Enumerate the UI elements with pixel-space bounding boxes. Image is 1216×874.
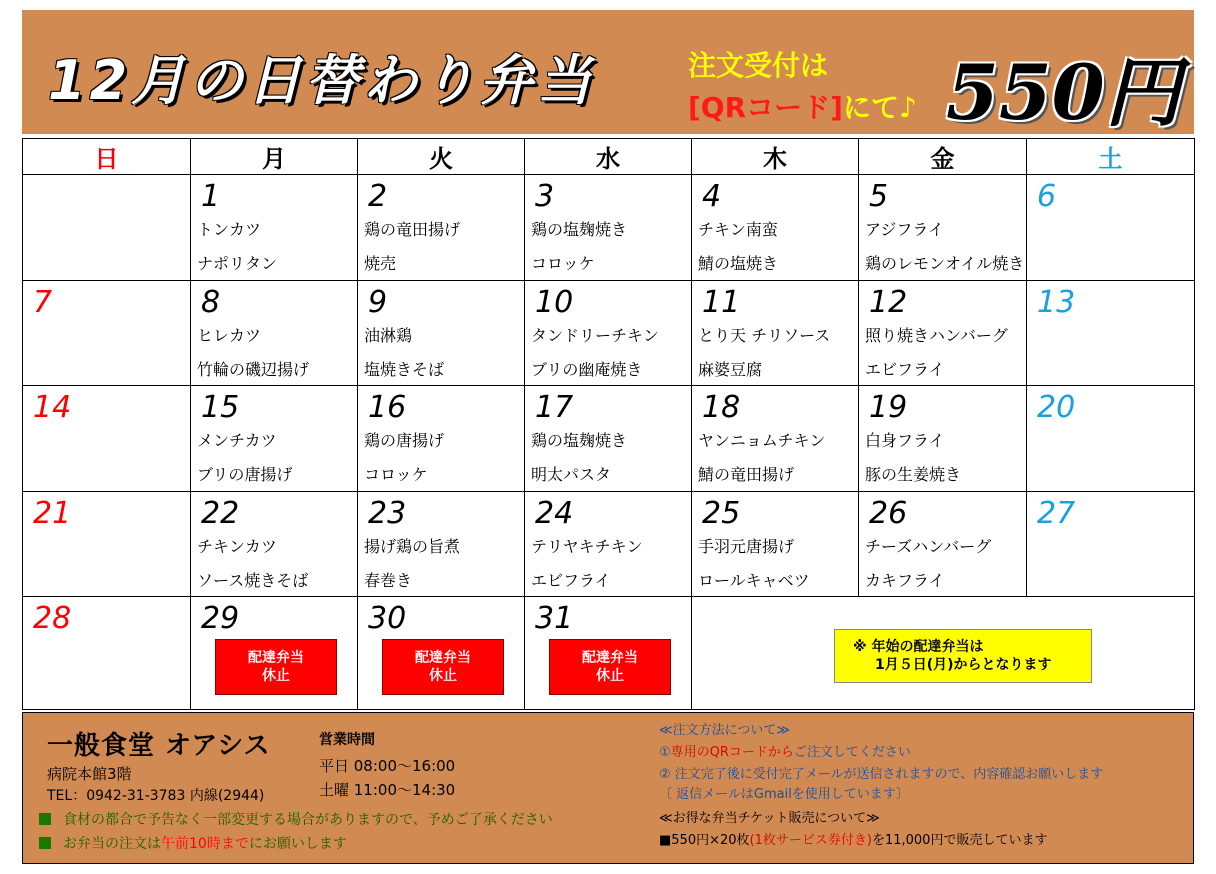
note2-deadline: 午前10時まで	[161, 836, 249, 852]
dish-main: 鶏の竜田揚げ	[364, 220, 461, 239]
new-year-notice	[834, 629, 1092, 683]
calendar-day-cell	[1027, 386, 1195, 492]
dish-side: エビフライ	[531, 570, 611, 590]
day-number: 15	[201, 390, 240, 426]
dish-side: エビフライ	[865, 359, 945, 379]
calendar-day-cell	[525, 175, 692, 281]
day-number: 24	[535, 495, 574, 531]
calendar-day-cell	[358, 280, 525, 386]
new-year-notice-cell	[692, 597, 1195, 710]
square-bullet-icon	[39, 837, 51, 849]
order-method-suffix: にて♪	[842, 91, 917, 124]
dish-main: アジフライ	[865, 220, 944, 239]
day-number: 17	[535, 390, 574, 426]
dish-main: 油淋鶏	[364, 325, 413, 345]
calendar-day-cell	[525, 597, 692, 710]
weekday-sun: 日	[23, 139, 191, 175]
dish-main: メンチカツ	[197, 431, 277, 451]
day-number: 6	[1037, 179, 1057, 214]
weekday-header-row	[23, 139, 1195, 175]
dish-side: ソース焼きそば	[197, 570, 309, 590]
halt-line2: 休止	[429, 668, 457, 685]
weekday-sat: 土	[1027, 139, 1195, 175]
calendar-week-2	[23, 280, 1195, 386]
notice-line1: ※ 年始の配達弁当は	[853, 639, 984, 656]
dish-main: とり天 チリソース	[698, 325, 831, 345]
halt-line1: 配達弁当	[582, 650, 638, 667]
dish-side: ブリの幽庵焼き	[531, 359, 643, 379]
day-number: 30	[368, 601, 407, 637]
halt-line1: 配達弁当	[248, 650, 304, 667]
note2-post: にお願いします	[248, 836, 347, 852]
dish-main: 照り焼きハンバーグ	[865, 325, 1008, 345]
calendar-day-cell	[859, 386, 1027, 492]
dish-main: 手羽元唐揚げ	[698, 536, 795, 556]
day-number: 4	[702, 179, 722, 214]
calendar-day-cell	[692, 491, 859, 597]
calendar-table	[22, 138, 1195, 710]
qr-code-label: [QRコード]	[688, 91, 843, 124]
note-menu-change	[39, 809, 553, 829]
calendar-day-cell	[191, 597, 358, 710]
dish-main: 鶏の唐揚げ	[364, 431, 445, 451]
order-step1-red: 専用のQRコードから	[670, 745, 794, 760]
dish-main: チキン南蛮	[698, 220, 778, 239]
calendar-day-cell	[23, 280, 191, 386]
dish-side: 豚の生姜焼き	[865, 465, 962, 485]
day-number: 8	[201, 284, 221, 320]
dish-side: コロッケ	[531, 254, 595, 273]
footer-info	[22, 712, 1194, 864]
hours-title: 営業時間	[319, 732, 375, 748]
order-step1-pre: ①	[659, 745, 671, 760]
day-number: 7	[33, 284, 53, 320]
note1-text: 食材の都合で予告なく一部変更する場合がありますので、予めご了承ください	[63, 812, 553, 828]
dish-side: コロッケ	[364, 465, 428, 485]
weekday-tue: 火	[358, 139, 525, 175]
dish-side: 塩焼きそば	[364, 359, 445, 379]
day-number: 1	[201, 179, 221, 214]
dish-side: 鯖の塩焼き	[698, 254, 779, 273]
calendar-day-cell	[1027, 491, 1195, 597]
day-number: 26	[869, 495, 908, 531]
calendar-day-cell	[358, 597, 525, 710]
dish-main: 揚げ鶏の旨煮	[364, 536, 461, 556]
calendar-day-cell	[692, 386, 859, 492]
day-number: 23	[368, 495, 407, 531]
delivery-halt-badge	[382, 639, 504, 695]
calendar-day-cell	[859, 175, 1027, 281]
calendar-day-cell	[23, 597, 191, 710]
calendar-day-cell	[859, 280, 1027, 386]
order-step-2: ② 注文完了後に受付完了メールが送信されますので、内容確認お願いします	[659, 767, 1104, 782]
dish-side: ナポリタン	[197, 254, 278, 273]
day-number: 2	[368, 179, 388, 214]
page-title: 12月の日替わり弁当	[48, 49, 596, 112]
dish-side: 春巻き	[364, 570, 413, 590]
dish-main: チーズハンバーグ	[865, 536, 992, 556]
calendar-day-cell	[692, 280, 859, 386]
calendar-day-cell	[1027, 175, 1195, 281]
calendar-week-1	[23, 175, 1195, 281]
calendar-day-cell	[358, 491, 525, 597]
dish-main: 白身フライ	[865, 431, 945, 451]
calendar-day-cell	[191, 175, 358, 281]
halt-line2: 休止	[596, 668, 624, 685]
weekday-mon: 月	[191, 139, 358, 175]
dish-side: 麻婆豆腐	[698, 359, 763, 379]
day-number: 9	[368, 284, 388, 320]
day-number: 11	[702, 284, 741, 320]
notice-line2: 1月５日(月)からとなります	[875, 657, 1052, 674]
dish-side: カキフライ	[865, 570, 945, 590]
order-step-1	[659, 741, 911, 760]
day-number: 16	[368, 390, 407, 426]
day-number: 28	[33, 601, 72, 637]
order-label: 注文受付は	[688, 49, 829, 82]
dish-side: 焼売	[364, 254, 397, 273]
calendar-day-cell	[692, 175, 859, 281]
price-label: 550円	[946, 48, 1181, 137]
shop-location: 病院本館3階	[47, 765, 132, 783]
dish-side: ブリの唐揚げ	[197, 465, 293, 485]
weekday-fri: 金	[859, 139, 1027, 175]
day-number: 3	[535, 179, 555, 214]
order-method-heading: ≪注文方法について≫	[659, 723, 790, 738]
delivery-halt-badge	[215, 639, 337, 695]
hours-weekday: 平日 08:00～16:00	[319, 757, 456, 775]
dish-main: タンドリーチキン	[531, 325, 659, 345]
dish-side: 明太パスタ	[531, 465, 612, 485]
weekday-wed: 水	[525, 139, 692, 175]
ticket-post: を11,000円で販売しています	[871, 833, 1048, 848]
ticket-pre: ■550円×20枚	[659, 833, 750, 848]
day-number: 22	[201, 495, 240, 531]
order-step-2-note: 〔 返信メールはGmailを使用しています〕	[659, 787, 909, 802]
dish-side: ロールキャベツ	[698, 570, 810, 590]
calendar-day-cell	[191, 280, 358, 386]
day-number: 5	[869, 179, 889, 214]
order-step1-post: ご注文してください	[793, 745, 911, 760]
calendar-day-cell	[859, 491, 1027, 597]
dish-main: テリヤキチキン	[531, 536, 643, 556]
delivery-halt-badge	[549, 639, 671, 695]
day-number: 12	[869, 284, 908, 320]
calendar-day-cell	[525, 491, 692, 597]
calendar-day-cell	[23, 386, 191, 492]
note2-pre: お弁当の注文は	[63, 836, 161, 852]
shop-phone: TEL：0942-31-3783 内線(2944)	[47, 788, 265, 804]
ticket-heading: ≪お得な弁当チケット販売について≫	[659, 811, 880, 826]
shop-name: 一般食堂 オアシス	[47, 731, 271, 761]
dish-side: 鯖の竜田揚げ	[698, 465, 795, 485]
day-number: 21	[33, 495, 72, 531]
calendar-day-cell	[358, 386, 525, 492]
day-number: 27	[1037, 495, 1076, 531]
dish-main: ヤンニョムチキン	[698, 431, 826, 451]
header-banner	[22, 10, 1194, 137]
calendar-week-5	[23, 597, 1195, 710]
calendar-week-4	[23, 491, 1195, 597]
dish-main: 鶏の塩麹焼き	[531, 220, 628, 239]
day-number: 18	[702, 390, 741, 426]
dish-main: トンカツ	[197, 220, 262, 239]
day-number: 20	[1037, 390, 1076, 426]
calendar-day-cell	[525, 280, 692, 386]
square-bullet-icon	[39, 813, 51, 825]
ticket-info	[659, 829, 1047, 848]
calendar-day-cell	[191, 491, 358, 597]
weekday-thu: 木	[692, 139, 859, 175]
day-number: 13	[1037, 284, 1076, 320]
calendar-day-cell	[23, 491, 191, 597]
calendar-week-3	[23, 386, 1195, 492]
calendar-day-cell	[525, 386, 692, 492]
calendar-day-cell	[358, 175, 525, 281]
day-number: 19	[869, 390, 908, 426]
hours-saturday: 土曜 11:00～14:30	[319, 781, 456, 799]
day-number: 10	[535, 284, 574, 320]
day-number: 29	[201, 601, 240, 637]
dish-main: ヒレカツ	[197, 325, 262, 345]
dish-side: 竹輪の磯辺揚げ	[197, 359, 310, 379]
calendar-day-cell	[23, 175, 191, 281]
calendar-day-cell	[1027, 280, 1195, 386]
calendar-day-cell	[191, 386, 358, 492]
order-method	[688, 86, 917, 126]
day-number: 14	[33, 390, 72, 426]
dish-side: 鶏のレモンオイル焼き	[865, 254, 1025, 273]
day-number: 31	[535, 601, 574, 637]
halt-line1: 配達弁当	[415, 650, 471, 667]
dish-main: チキンカツ	[197, 536, 277, 556]
note-order-deadline	[39, 833, 347, 853]
halt-line2: 休止	[262, 668, 290, 685]
dish-main: 鶏の塩麹焼き	[531, 431, 628, 451]
ticket-red: (1枚サービス券付き)	[749, 833, 872, 848]
day-number: 25	[702, 495, 741, 531]
